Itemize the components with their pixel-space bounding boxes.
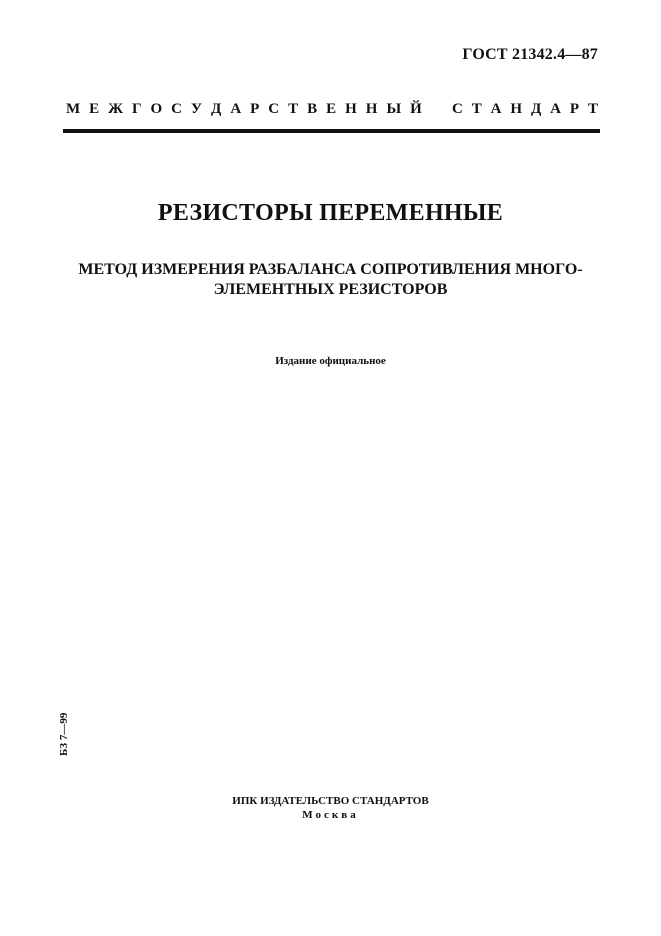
heading-letter: Р [569,101,580,117]
heading-letter: В [307,101,318,117]
document-title: РЕЗИСТОРЫ ПЕРЕМЕННЫЕ [157,200,504,226]
heading-letter: Р [250,101,260,117]
heading-letter: Д [211,101,222,117]
heading-letter: М [66,101,81,117]
heading-letter: С [171,101,183,117]
gost-number: ГОСТ 21342.4—87 [462,46,598,63]
header-divider [63,129,600,133]
subtitle-line-1: МЕТОД ИЗМЕРЕНИЯ РАЗБАЛАНСА СОПРОТИВЛЕНИЯ МНОГО- [78,261,583,278]
heading-letter: Т [288,101,299,117]
heading-letter: Н [510,101,523,117]
standard-type-word-interstate [66,101,422,118]
standard-type-heading [66,101,598,118]
heading-letter: Д [530,101,542,117]
heading-letter: Н [345,101,357,117]
edition-label: Издание официальное [275,355,386,367]
side-print-code: БЗ 7—99 [58,712,70,756]
heading-letter: А [550,101,561,117]
heading-letter: О [150,101,163,117]
heading-letter: Т [471,101,482,117]
heading-letter: Е [326,101,337,117]
heading-letter: Г [131,101,142,117]
heading-letter: С [268,101,280,117]
heading-letter: Н [365,101,378,117]
heading-letter: А [230,101,242,117]
publisher-name: ИПК ИЗДАТЕЛЬСТВО СТАНДАРТОВ [232,795,429,807]
document-subtitle [60,260,601,300]
heading-letter: Т [587,101,598,117]
standard-type-word-standard [452,101,598,118]
heading-letter: А [490,101,502,117]
heading-letter: Ы [386,101,402,117]
heading-letter: У [191,101,203,117]
publisher-city: Москва [302,809,359,821]
heading-letter: Ж [108,101,123,117]
heading-letter: Й [410,101,422,117]
heading-letter: С [452,101,463,117]
subtitle-line-2: ЭЛЕМЕНТНЫХ РЕЗИСТОРОВ [213,281,448,298]
heading-letter: Е [89,101,100,117]
